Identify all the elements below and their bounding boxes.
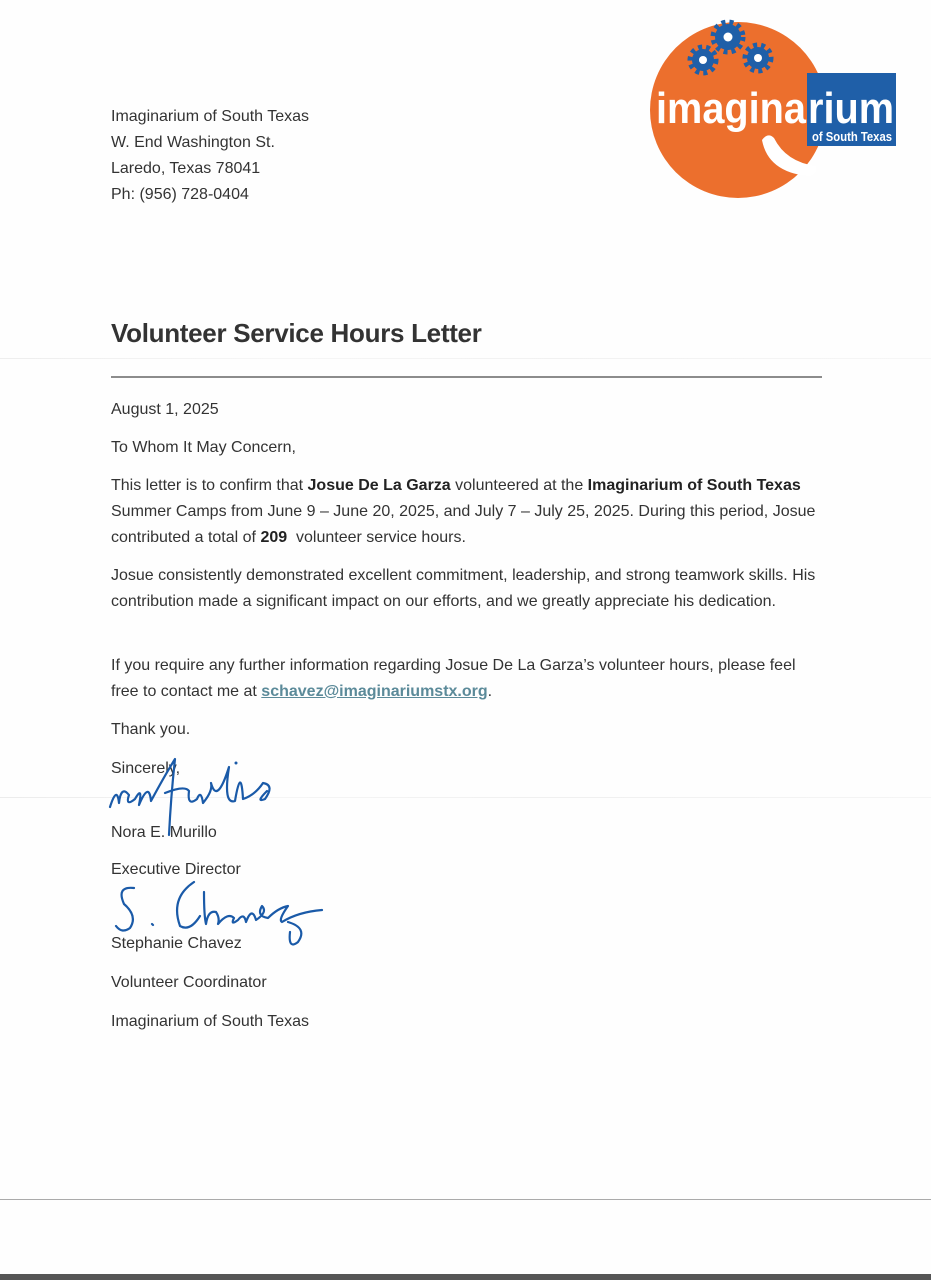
thanks-line: Thank you. [111,721,191,738]
text: volunteered at the [450,477,588,494]
paper-fold-line [0,358,931,359]
email-link[interactable]: schavez@imaginariumstx.org [261,683,488,700]
letter-title: Volunteer Service Hours Letter [111,318,482,348]
address-org: Imaginarium of South Texas [111,108,310,125]
text: Summer Camps from June 9 – June 20, 2025, and July 7 – July 25, 2025. During this period, Josue contributed a total of [111,503,816,546]
text: This letter is to confirm that [111,477,308,494]
volunteer-name: Josue De La Garza [307,477,451,494]
text: . [487,683,493,700]
paragraph-contact [111,653,826,705]
logo-tagline: of South Texas [812,129,892,144]
org-footer: Imaginarium of South Texas [111,1013,310,1030]
address-phone: Ph: (956) 728-0404 [111,186,249,203]
letterhead-address [111,104,309,208]
paragraph-commendation: Josue consistently demonstrated excellent commitment, leadership, and strong teamwork skills. His contribution made a significant impact on our efforts, and we greatly appreciate his dedication. [111,567,816,610]
logo-wordmark-left: imagina [656,84,807,133]
signatory-2-title: Volunteer Coordinator [111,974,267,991]
hours-total: 209 [260,529,288,546]
address-city: Laredo, Texas 78041 [111,160,261,177]
signatory-1-title: Executive Director [111,861,241,878]
signatory-1-name: Nora E. Murillo [111,824,217,841]
text: volunteer service hours. [287,529,466,546]
letter-date: August 1, 2025 [111,401,219,418]
logo-wordmark-right: rium [808,84,894,133]
address-street: W. End Washington St. [111,134,275,151]
scan-edge [0,1274,931,1280]
salutation: To Whom It May Concern, [111,439,296,456]
imaginarium-logo [650,10,900,210]
title-divider [111,376,822,378]
paper-fold-line [0,1199,931,1200]
signatory-2-name: Stephanie Chavez [111,935,242,952]
closing: Sincerely, [111,760,181,777]
paragraph-confirmation [111,473,826,551]
text: If you require any further information regarding Josue De La Garza’s volunteer hours, please feel free to contact me at [111,657,796,700]
org-name: Imaginarium of South Texas [587,477,801,494]
